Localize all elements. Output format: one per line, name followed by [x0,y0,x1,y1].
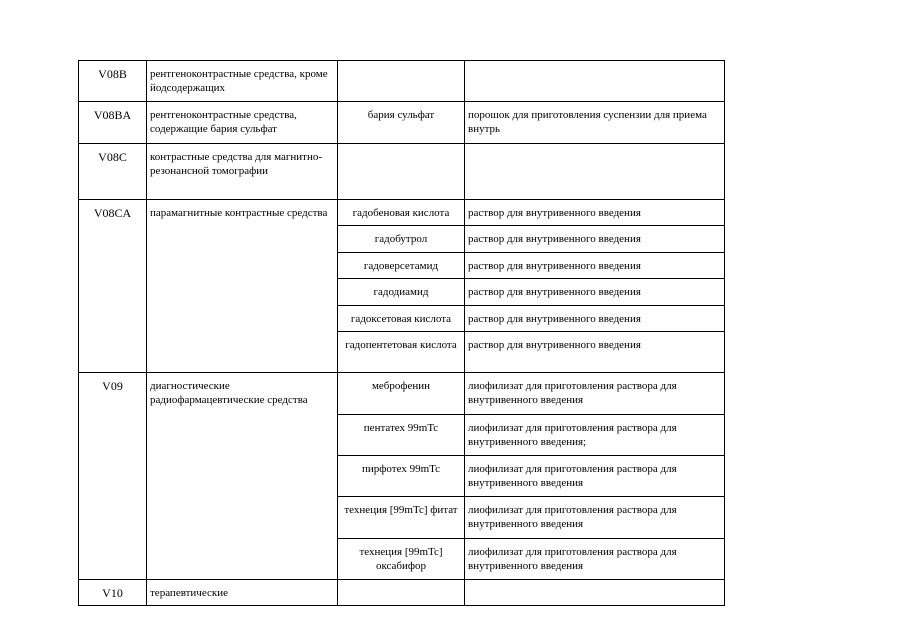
drug-name: гадодиамид [338,279,465,306]
atc-code: V08C [79,144,147,200]
table-row [79,373,725,415]
atc-group-name: рентгеноконтрастные средства, содержащие бария сульфат [147,102,338,144]
drug-name: технеция [99mTc] фитат [338,497,465,539]
dosage-form [465,61,725,102]
dosage-form: раствор для внутривенного введения [465,332,725,373]
drug-name: меброфенин [338,373,465,415]
atc-code: V09 [79,373,147,580]
dosage-form: раствор для внутривенного введения [465,279,725,306]
atc-code: V08B [79,61,147,102]
atc-group-name: парамагнитные контрастные средства [147,200,338,373]
atc-group-name: диагностические радиофармацевтические средства [147,373,338,580]
dosage-form: лиофилизат для приготовления раствора для внутривенного введения; [465,415,725,456]
dosage-form: раствор для внутривенного введения [465,226,725,253]
drug-classification-table [78,60,725,606]
dosage-form: лиофилизат для приготовления раствора для внутривенного введения [465,497,725,539]
dosage-form: лиофилизат для приготовления раствора для внутривенного введения [465,456,725,497]
dosage-form: раствор для внутривенного введения [465,306,725,332]
atc-group-name: терапевтические [147,580,338,606]
drug-name [338,580,465,606]
dosage-form: раствор для внутривенного введения [465,253,725,279]
drug-name: бария сульфат [338,102,465,144]
atc-code: V10 [79,580,147,606]
dosage-form [465,144,725,200]
drug-name: гадопентетовая кислота [338,332,465,373]
drug-name [338,144,465,200]
table-row [79,102,725,144]
drug-name: гадобутрол [338,226,465,253]
dosage-form: раствор для внутривенного введения [465,200,725,226]
atc-code: V08CA [79,200,147,373]
drug-name: пирфотех 99mTc [338,456,465,497]
dosage-form: порошок для приготовления суспензии для приема внутрь [465,102,725,144]
table-row [79,144,725,200]
dosage-form: лиофилизат для приготовления раствора для внутривенного введения [465,539,725,580]
atc-group-name: контрастные средства для магнитно-резонансной томографии [147,144,338,200]
drug-name: гадоверсетамид [338,253,465,279]
dosage-form: лиофилизат для приготовления раствора для внутривенного введения [465,373,725,415]
drug-name: технеция [99mTc] оксабифор [338,539,465,580]
dosage-form [465,580,725,606]
atc-code: V08BA [79,102,147,144]
table-row [79,580,725,606]
drug-name: пентатех 99mTc [338,415,465,456]
drug-name: гадобеновая кислота [338,200,465,226]
table-row [79,200,725,226]
drug-name [338,61,465,102]
atc-group-name: рентгеноконтрастные средства, кроме йодсодержащих [147,61,338,102]
table-row [79,61,725,102]
drug-name: гадоксетовая кислота [338,306,465,332]
